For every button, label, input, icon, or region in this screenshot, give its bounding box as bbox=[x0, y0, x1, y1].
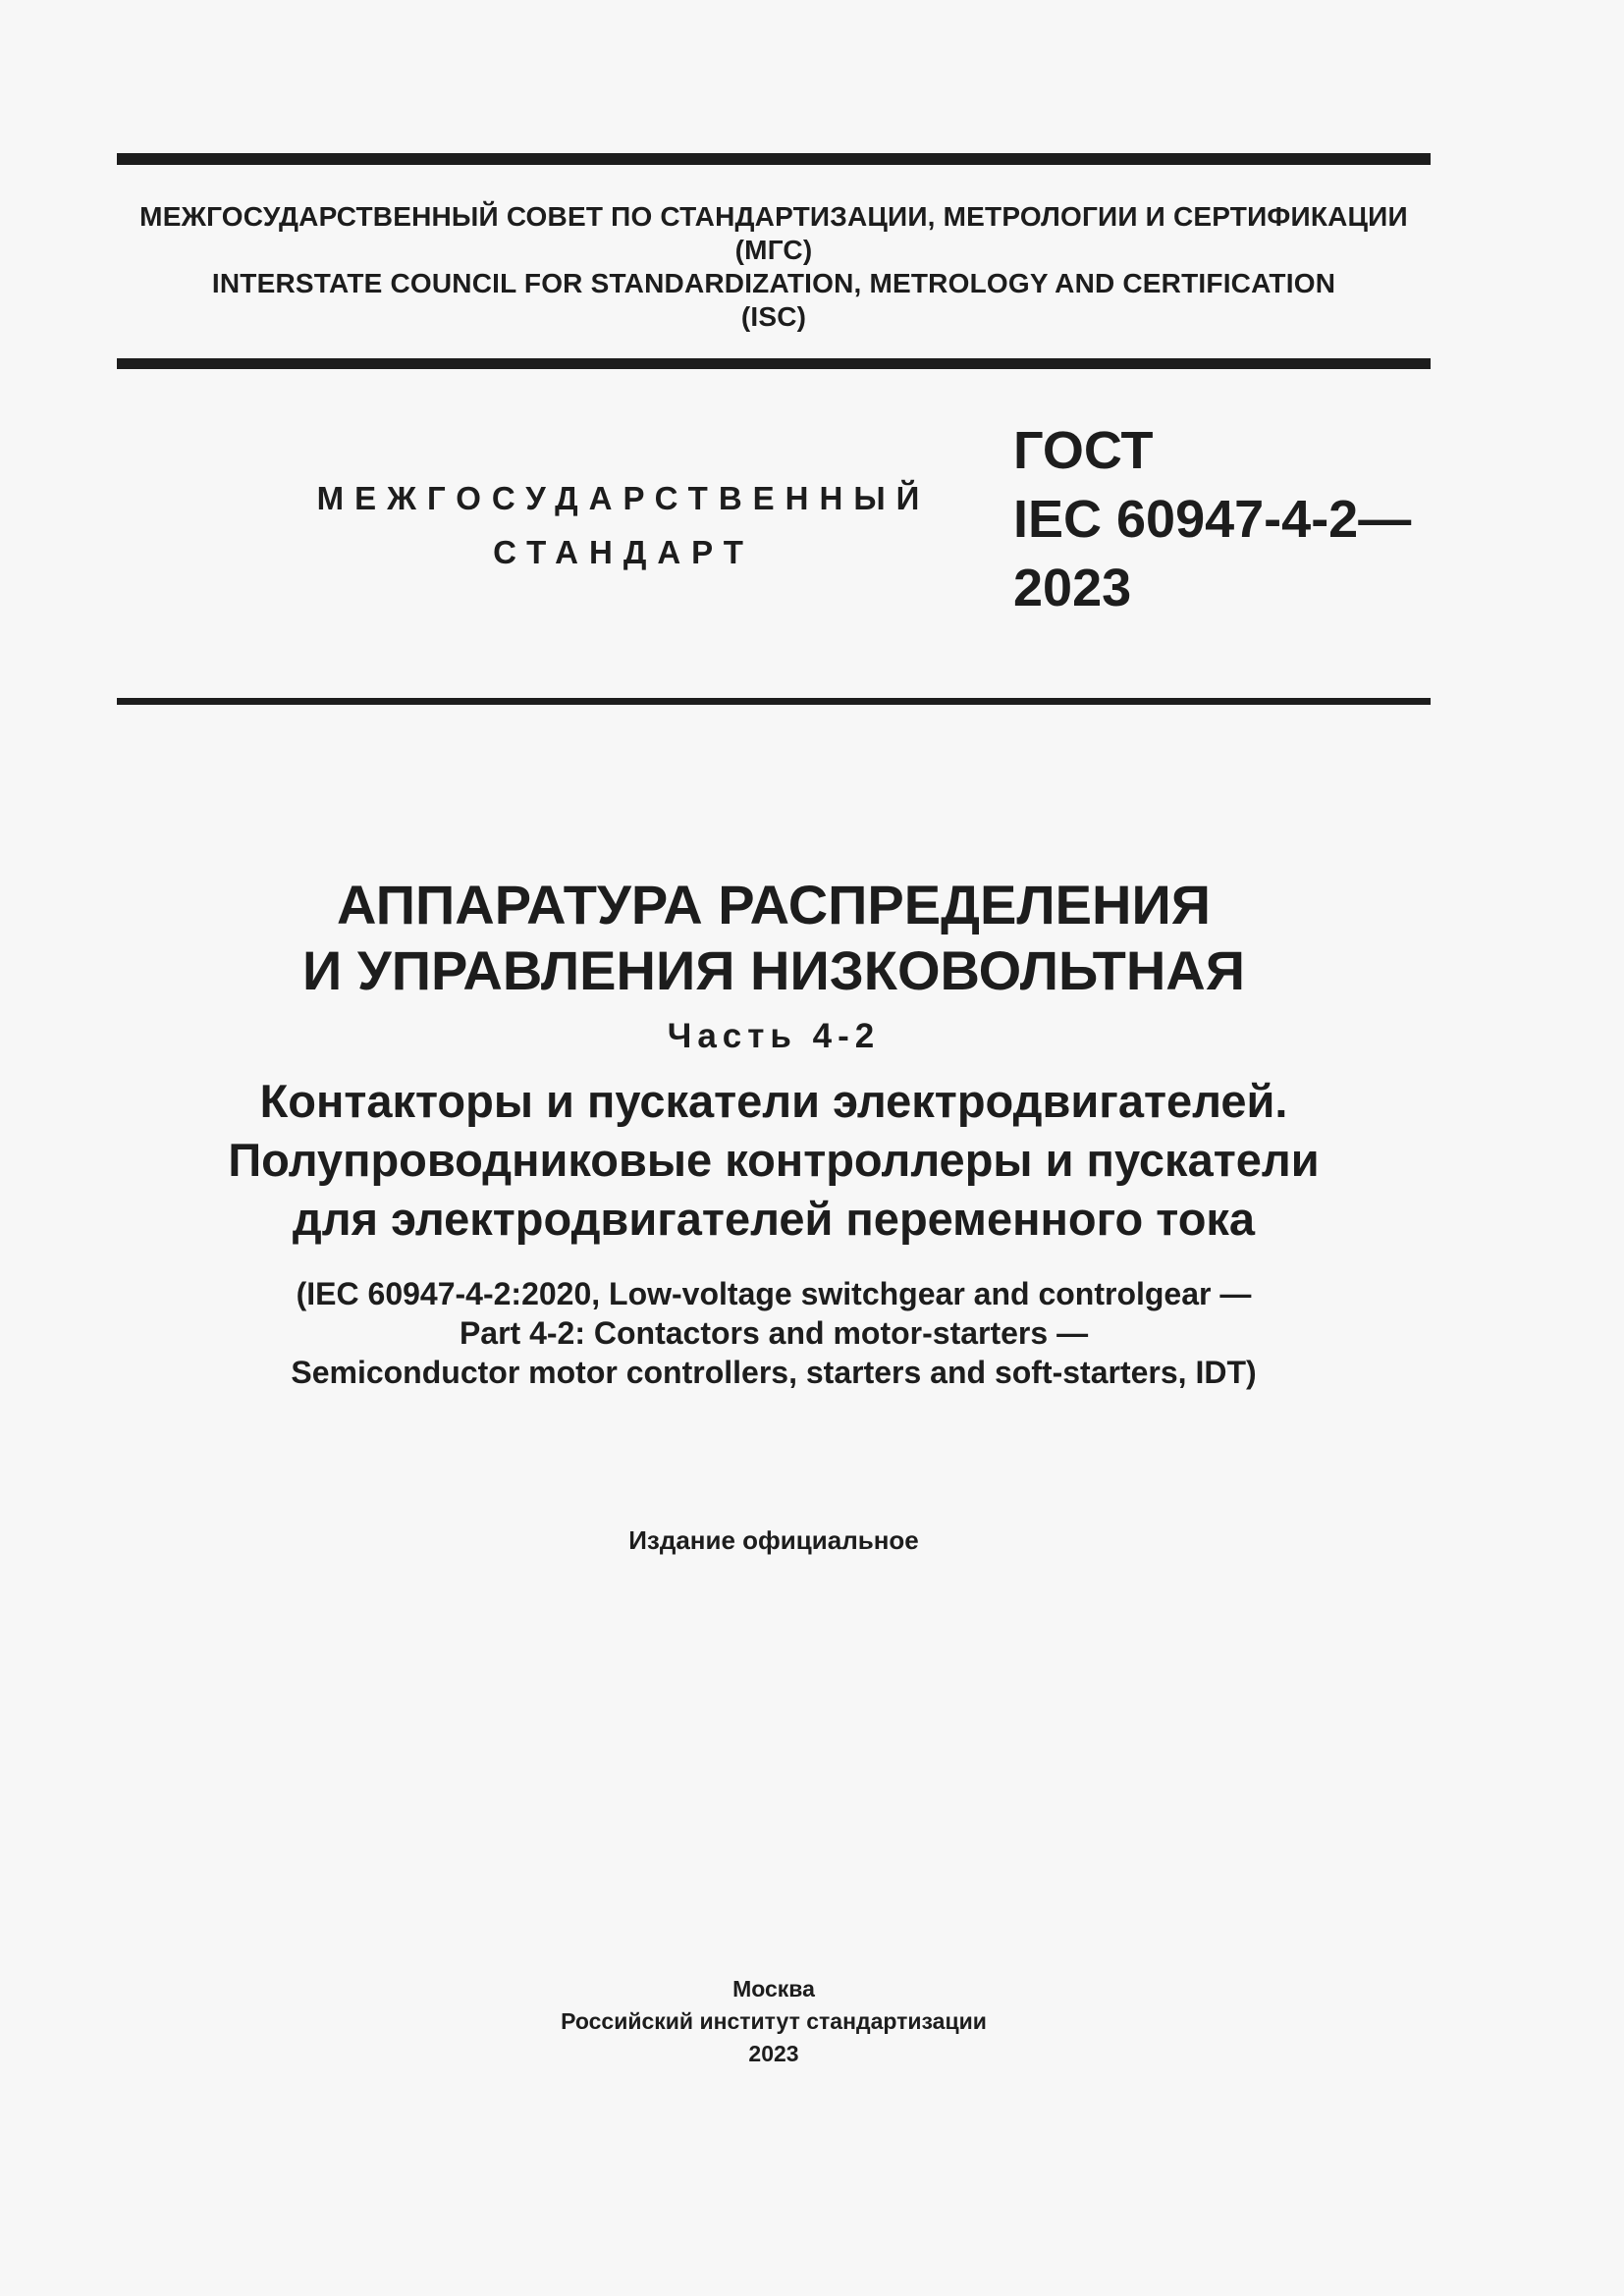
subtitle-line2: Полупроводниковые контроллеры и пускатели bbox=[228, 1134, 1320, 1186]
subtitle-line3: для электродвигателей переменного тока bbox=[292, 1193, 1256, 1245]
council-abbr-ru: (МГС) bbox=[734, 235, 813, 265]
footer-year: 2023 bbox=[748, 2041, 799, 2066]
footer-city: Москва bbox=[732, 1976, 815, 2002]
edition-label: Издание официальное bbox=[628, 1525, 919, 1555]
header-rule bbox=[117, 358, 1431, 369]
council-name-en: INTERSTATE COUNCIL FOR STANDARDIZATION, METROLOGY AND CERTIFICATION bbox=[211, 268, 1336, 298]
designation-line2: IEC 60947-4-2— bbox=[1013, 490, 1412, 549]
designation-line1: ГОСТ bbox=[1013, 421, 1154, 480]
standard-type-line1: МЕЖГОСУДАРСТВЕННЫЙ bbox=[316, 480, 931, 516]
top-rule bbox=[117, 153, 1431, 165]
standard-designation bbox=[1013, 416, 1411, 622]
council-name-ru: МЕЖГОСУДАРСТВЕННЫЙ СОВЕТ ПО СТАНДАРТИЗАЦИИ, МЕТРОЛОГИИ И СЕРТИФИКАЦИИ bbox=[139, 201, 1408, 232]
subtitle-line1: Контакторы и пускатели электродвигателей. bbox=[259, 1075, 1288, 1127]
iec-reference-line1: (IEC 60947-4-2:2020, Low-voltage switchgear and controlgear — bbox=[296, 1276, 1252, 1311]
main-title-line1: АППАРАТУРА РАСПРЕДЕЛЕНИЯ bbox=[337, 874, 1211, 935]
iec-reference-line3: Semiconductor motor controllers, starters and soft-starters, IDT) bbox=[291, 1355, 1257, 1390]
standard-type-line2: СТАНДАРТ bbox=[493, 534, 754, 570]
main-title bbox=[117, 872, 1431, 1003]
standard-type bbox=[295, 471, 952, 579]
council-header bbox=[117, 200, 1431, 334]
part-label: Часть 4-2 bbox=[667, 1017, 881, 1055]
publisher-footer bbox=[117, 1973, 1431, 2070]
designation-rule bbox=[117, 698, 1431, 705]
council-abbr-en: (ISC) bbox=[740, 301, 807, 332]
document-title bbox=[117, 872, 1431, 1392]
footer-publisher: Российский институт стандартизации bbox=[561, 2008, 987, 2034]
iec-reference-line2: Part 4-2: Contactors and motor-starters — bbox=[459, 1315, 1089, 1351]
main-title-line2: И УПРАВЛЕНИЯ НИЗКОВОЛЬТНАЯ bbox=[302, 939, 1245, 1001]
designation-line3: 2023 bbox=[1013, 559, 1132, 617]
iec-reference bbox=[117, 1274, 1431, 1392]
subtitle bbox=[117, 1072, 1431, 1249]
